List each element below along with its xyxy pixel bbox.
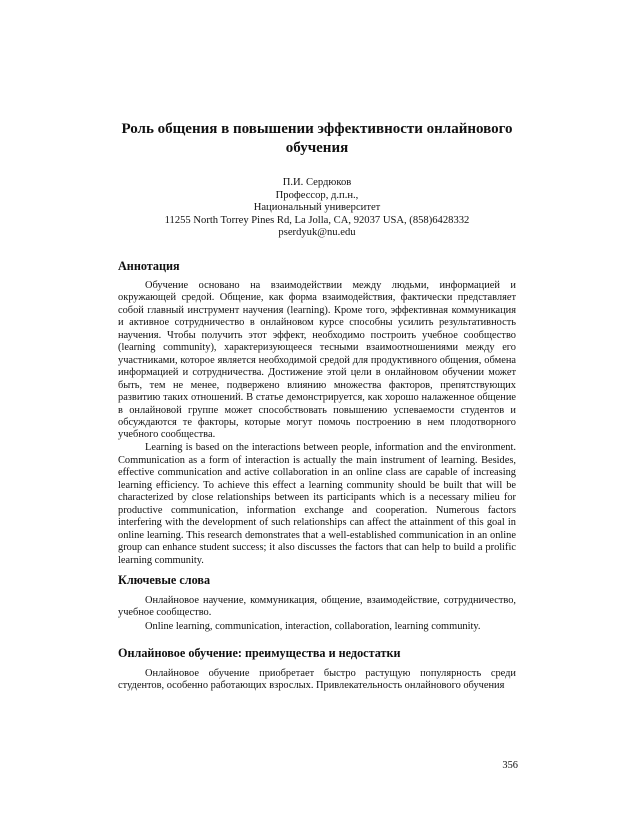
abstract-heading: Аннотация (118, 259, 180, 273)
keywords-ru: Онлайновое научение, коммуникация, общение, взаимодействие, сотрудничество, учебное сообщество. (118, 595, 516, 619)
author-name: П.И. Сердюков (282, 177, 352, 188)
abstract-ru: Обучение основано на взаимодействии между людьми, информацией и окружающей средой. Общение, как форма взаимодействия, фактически представляет собой главный инструмент научения (learning). Кроме того, эффективная коммуникация и активное сотрудничество в онлайновом курсе способны усилить результативность научения. Чтобы получить этот эффект, необходимо построить учебное сообщество (learning community), характеризующееся тесными взаимоотношениями между его участниками, которое является необходимой средой для продуктивного общения, обмена информацией и сотрудничества. Достижение этой цели в онлайновом обучении может быть, тем не менее, подвержено влиянию множества факторов, препятствующих развитию таких отношений. В статье демонстрируется, как хорошо налаженное общение в онлайновой группе может способствовать повышению успеваемости студентов и обсуждаются те факторы, которые могут помочь построению в нем плодотворного учебного сообщества. (118, 280, 516, 441)
author-address: 11255 North Torrey Pines Rd, La Jolla, CA, 92037 USA, (858)6428332 (164, 214, 470, 226)
author-block (100, 177, 534, 240)
page-number: 356 (502, 760, 518, 771)
section-paragraph: Онлайновое обучение приобретает быстро растущую популярность среди студентов, особенно работающих взрослых. Привлекательность онлайнового обучения (118, 668, 516, 692)
section-heading: Онлайновое обучение: преимущества и недостатки (118, 646, 401, 660)
author-email: pserdyuk@nu.edu (278, 227, 356, 239)
author-affiliation: Национальный университет (253, 202, 381, 214)
author-position: Профессор, д.п.н., (275, 189, 359, 201)
paper-title: Роль общения в повышении эффективности онлайнового обучения (121, 121, 513, 156)
keywords-en: Online learning, communication, interaction, collaboration, learning community. (145, 621, 481, 632)
abstract-en: Learning is based on the interactions between people, information and the environment. Communication as a form of interaction is actually the main instrument of learning. Besides, effective communication and active collaboration in an online class are capable of increasing learning efficiency. To achieve this effect a learning community should be built that will be characterized by close relationships between its participants which is a necessary milieu for productive communication, information exchange and cooperation. Numerous factors interfering with the development of such relationships can affect the attainment of this goal in online learning. This research demonstrates that a well-established communication in an online group can enhance student success; it also discusses the factors that can help to build a prolific learning community. (118, 442, 516, 566)
keywords-heading: Ключевые слова (118, 573, 211, 587)
